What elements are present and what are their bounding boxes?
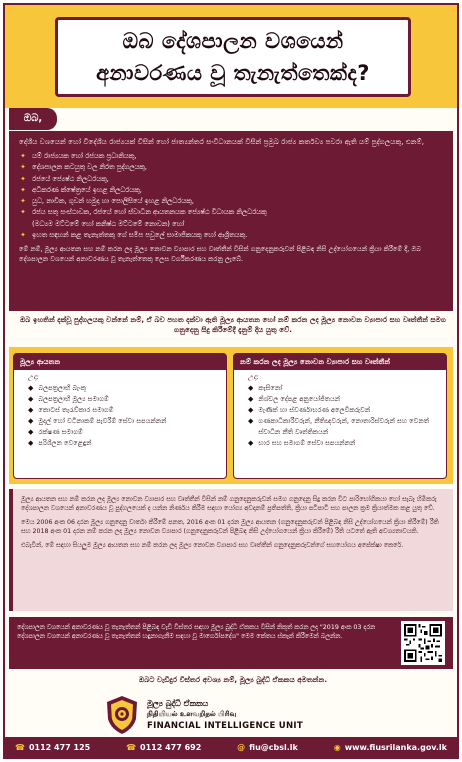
star-bullet-icon: ✦ xyxy=(20,152,26,160)
list-item: ✦ ඉහත සඳහන් කළ තැනැත්තකු ගේ සමීප පවුලේ සාමාජිකයකු හෝ ආශ්‍රිතයකු. xyxy=(19,230,443,241)
guideline-text: දේශපාලන වශයෙන් අනාවරණය වූ තැනැත්තන් පිළිබඳ වැඩි විස්තර සඳහා මූල්‍ය බුද්ධි ඒකකය විසින් නිකුත් කරන ලද "2019 අංක 03 දරන දේශපාලන වශයෙන් අනාවරණය වූ තැනැත්තන් හඳුනාගැනීම සඳහා වූ මාර්ගෝපදේශ" මෙම කේතය ස්කෑන් කිරීමෙන් බලන්න. xyxy=(17,624,376,641)
list-item: ◆ ගණකාධිකාරීවරුන්, නීතිඥවරුන්, නොතාරිස්වරුන් සහ වෙනත් ස්වාධීන නීති වෘත්තිකයන් xyxy=(248,417,430,436)
list-item: ✦ යුධ, නාවික, ගුවන් හමුදා හා පොලිසියේ ඉහළ නිලධරයකු, xyxy=(19,196,443,207)
list-item: ◆ භාර සහ සමාගම් සේවා සපයන්නන් xyxy=(248,439,356,447)
diamond-bullet-icon: ◆ xyxy=(248,439,254,447)
dnfbp-box xyxy=(233,353,447,479)
diamond-bullet-icon: ◆ xyxy=(28,406,34,414)
diamond-bullet-icon: ◆ xyxy=(28,439,34,447)
list-item: ◆ බලපත්‍රලාභී බැංකු xyxy=(28,384,87,392)
fax-contact[interactable]: ☎ 0112 477 692 xyxy=(126,742,202,752)
star-bullet-icon: ✦ xyxy=(20,185,26,194)
institutions-section xyxy=(9,347,453,484)
diamond-bullet-icon: ◆ xyxy=(28,417,34,425)
intro-label: ඔබ, xyxy=(9,108,57,130)
financial-institutions-box xyxy=(13,353,227,479)
list-item: ◆ බලපත්‍රලාභී මූල්‍ය සමාගම් xyxy=(28,395,109,403)
email-icon: @ xyxy=(237,742,246,752)
requirements-paragraph-1: මූල්‍ය ආයතන සහ නම් කරන ලද මූල්‍ය නොවන ව්‍යාපාර සහ වෘත්තීන් විසින් නම් ගනුදෙනුකරුවන් සමග ගනුදෙනු සිදු කරන විට පාරිභෝගිකයා හෝ සැබෑ හිමිකරු දේශපාලන වශයෙන් අනාවරණය වූ පුද්ගලයෙක් ද යන්න නිර්ණය කිරීම සඳහා යෝග්‍ය අවදානම් ප්‍රතිපත්ති, ක්‍රියා පටිපාටි සහ පාලන ක්‍රම ක්‍රියාත්මක කළ යුතු වේ. xyxy=(21,496,437,512)
fiu-logo xyxy=(105,691,361,739)
list-item: ◆ මැණික් හා ස්වර්ණාභරණ අලෙවිකරුවන් xyxy=(248,406,371,414)
qr-code-icon xyxy=(404,624,442,662)
email-contact[interactable]: @ fiu@cbsl.lk xyxy=(237,742,298,752)
intro-block xyxy=(9,131,453,311)
phone-icon: ☎ xyxy=(15,742,25,752)
dnfbp-header: නම් කරන ලද මූල්‍ය නොවන ව්‍යාපාර සහ වෘත්තීන් xyxy=(234,354,446,370)
star-bullet-icon: ✦ xyxy=(20,231,26,240)
list-item: ◆ කොටස් තැරැව්කාර සමාගම් xyxy=(28,406,114,414)
star-bullet-icon: ✦ xyxy=(20,163,26,172)
list-item: ◆ කැසිනෝ xyxy=(248,384,283,392)
logo-text-tamil: நிதியியல் உளவறிதல் பிரிவு xyxy=(147,709,237,718)
poster xyxy=(3,3,459,759)
diamond-bullet-icon: ◆ xyxy=(248,384,254,392)
diamond-bullet-icon: ◆ xyxy=(248,406,254,414)
guideline-block xyxy=(9,617,453,669)
diamond-bullet-icon: ◆ xyxy=(248,395,254,403)
intro-foot: මේ නම්, මූල්‍ය ආයතන සහ නම් කරන ලද මූල්‍ය නොවන ව්‍යාපාර සහ වෘත්තීන් විසින් ගනුදෙනුකරුවන් පිළිබඳ නිසි උද්යෝගයෙන් ක්‍රියා කිරීමේ දී, ඔබ දේශපාලන වශයෙන් අනාවරණය වූ තැනැත්තෙකු ලෙස වර්ගීකරණය කරනු ලැබේ. xyxy=(19,245,421,263)
list-item: ✦ දේශපාලන කටයුතු වල නිරත පුද්ගලයකු, xyxy=(19,162,443,173)
list-item: ✦ අධිකරණ ක්ෂේත්‍රයේ ඉහළ නිලධරයකු, xyxy=(19,185,443,196)
diamond-bullet-icon: ◆ xyxy=(28,395,34,403)
qr-code[interactable] xyxy=(401,621,445,665)
requirements-panel xyxy=(9,489,453,611)
globe-icon: ◉ xyxy=(333,742,341,752)
list-item: ◆ රක්ෂණ සමාගම් xyxy=(28,428,83,436)
logo-text-sinhala: මූල්‍ය බුද්ධි ඒකකය xyxy=(147,698,209,708)
requirements-paragraph-3: එබැවින්, මේ සඳහා සියලුම මූල්‍ය ආයතන සහ නම් කරන ලද මූල්‍ය නොවන ව්‍යාපාර සහ වෘත්තීන් ගනුදෙනුකරුවන්ගේ සහයෝගය අපේක්ෂා කෙරේ. xyxy=(21,542,404,549)
website-link[interactable]: ◉ www.fiusrilanka.gov.lk xyxy=(333,742,447,752)
list-item: ◆ පරිශීලන වෙළෙඳුන් xyxy=(28,439,92,447)
diamond-bullet-icon: ◆ xyxy=(28,428,34,436)
title-line-2: අනාවරණය වූ තැනැත්තෙක්ද? xyxy=(96,61,370,85)
diamond-bullet-icon: ◆ xyxy=(248,417,254,425)
intro-lead: දේශීය වශයෙන් හෝ විදේශීය රාජ්‍යයක් විසින් හෝ ජාත්‍යන්තර සංවිධානයක් විසින් ප්‍රමුඛ රාජ්‍ය කර්තව්‍ය පවරා ඇති යම් පුද්ගලයකු, එනම්, xyxy=(19,137,425,146)
fiu-emblem-icon xyxy=(105,695,139,735)
list-item: ◆ මුදල් හෝ වටිනාකම් පැවරීම් සේවා සපයන්නන් xyxy=(28,417,167,425)
header-banner xyxy=(5,5,457,108)
fax-icon: ☎ xyxy=(126,742,137,752)
star-bullet-icon: ✦ xyxy=(20,208,26,217)
list-item: ✦ රජය සතු සංස්ථාවක, රජයේ හෝ ස්වාධීන ආයතනයක ජ්‍යෙෂ්ඨ විධායක නිලධරයකු xyxy=(19,207,443,218)
example-label: උදා: xyxy=(248,373,259,381)
notice-text: ඔබ ඉහතින් දක්වූ පුද්ගලයකු වන්නේ නම්, ඒ බව පහත දක්වා ඇති මූල්‍ය ආයතන හෝ නම් කරන ලද මූල්‍ය නොවන ව්‍යාපාර සහ වෘත්තීන් සමග ගනුදෙනු සිදු කිරීමේදී දැනුම් දිය යුතු වේ. xyxy=(19,315,446,334)
title-box xyxy=(55,17,411,97)
financial-institutions-header: මූල්‍ය ආයතන xyxy=(14,354,226,370)
phone-contact[interactable]: ☎ 0112 477 125 xyxy=(15,742,91,752)
list-item: ✦ රජයේ ජ්‍යෙෂ්ඨ නිලධරයකු, xyxy=(19,174,443,185)
example-label: උදා: xyxy=(28,373,39,381)
intro-list xyxy=(19,151,443,241)
star-bullet-icon: ✦ xyxy=(20,197,26,206)
star-bullet-icon: ✦ xyxy=(20,174,26,183)
requirements-paragraph-2: මෙය 2006 අංක 06 දරන මූල්‍ය ගනුදෙනු වාර්තා කිරීමේ පනත, 2016 අංක 01 දරන මූල්‍ය ආයතන (ගනුදෙනුකරුවන් පිළිබඳ නිසි උද්යෝගයෙන් ක්‍රියා කිරීමේ) රීති සහ 2018 අංක 01 දරන නම් කරන ලද මූල්‍ය නොවන ව්‍යාපාර (ගනුදෙනුකරුවන් පිළිබඳ නිසි උද්යෝගයෙන් ක්‍රියා කිරීමේ) රීති යටතේ ඇති අවශ්‍යතාවයකි. xyxy=(21,519,439,535)
contact-footer xyxy=(5,737,457,757)
diamond-bullet-icon: ◆ xyxy=(28,384,34,392)
list-item: ✦ යම් රාජ්‍යයක හෝ රජයක ප්‍රධානියකු, xyxy=(19,151,443,162)
contact-note: ඔබට වැඩිදුර විස්තර අවශ්‍ය නම්, මූල්‍ය බුද්ධි ඒකකය අමතන්න. xyxy=(138,675,328,684)
list-item-continuation: (මධ්‍යම මට්ටමේ හෝ කනිෂ්ඨ මට්ටමේ නොවන) හෝ xyxy=(32,219,185,228)
title-line-1: ඔබ දේශපාලන වශයෙන් xyxy=(122,29,344,53)
logo-text-english: FINANCIAL INTELLIGENCE UNIT xyxy=(147,720,303,731)
list-item: ◆ නිශ්චල දේපළ අනුයෝජිතයන් xyxy=(248,395,341,403)
